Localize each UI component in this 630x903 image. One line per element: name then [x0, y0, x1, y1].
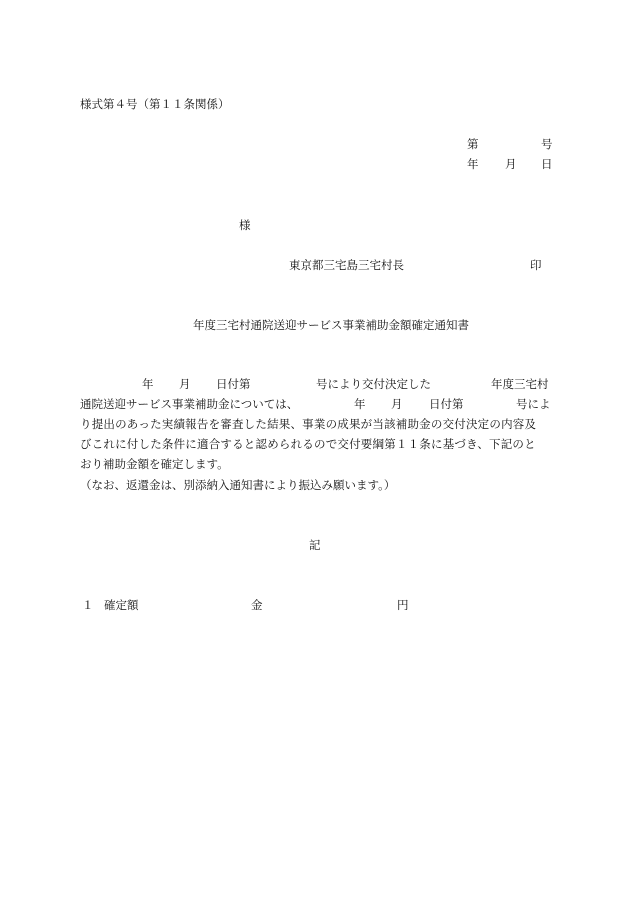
seal-mark: 印 — [530, 258, 542, 272]
item-amount-prefix: 金 — [251, 598, 263, 612]
body-line-4 — [80, 437, 552, 457]
body-line-1 — [80, 377, 552, 397]
issuer-name: 東京都三宅島三宅村長 — [289, 258, 404, 272]
body-line-1-fiscal-year: 年度三宅村 — [491, 377, 549, 391]
date-month: 月 — [505, 157, 517, 171]
document-number-prefix: 第 — [467, 137, 479, 151]
body-line-2-year: 年 — [354, 397, 366, 411]
body-line-2-date-no: 日付第 — [429, 397, 464, 411]
body-line-2-text: 通院送迎サービス事業補助金については、 — [80, 397, 299, 411]
body-line-2 — [80, 397, 552, 417]
item-number: １ — [82, 598, 94, 612]
body-line-5-text: おり補助金額を確定します。 — [80, 457, 229, 471]
document-title: 年度三宅村通院送迎サービス事業補助金額確定通知書 — [193, 318, 469, 332]
item-label: 確定額 — [104, 598, 139, 612]
body-line-1-month: 月 — [179, 377, 191, 391]
body-line-2-number: 号によ — [516, 397, 551, 411]
body-line-5 — [80, 457, 552, 477]
date-year: 年 — [467, 157, 479, 171]
item-amount-unit: 円 — [397, 598, 409, 612]
addressee-honorific: 様 — [239, 218, 251, 232]
form-number: 様式第４号（第１１条関係） — [80, 97, 230, 111]
refund-note: （なお、返還金は、別添納入通知書により振込み願います。） — [80, 478, 396, 492]
date-day: 日 — [541, 157, 553, 171]
body-line-1-year: 年 — [142, 377, 154, 391]
body-line-4-text: びこれに付した条件に適合すると認められるので交付要綱第１１条に基づき、下記のと — [80, 437, 536, 451]
document-number-suffix: 号 — [541, 137, 553, 151]
body-text — [80, 377, 552, 477]
body-line-1-decision: 号により交付決定した — [316, 377, 431, 391]
body-line-3 — [80, 417, 552, 437]
body-line-2-month: 月 — [391, 397, 403, 411]
ki-heading: 記 — [309, 538, 321, 552]
body-line-1-date-no: 日付第 — [216, 377, 251, 391]
body-line-3-text: り提出のあった実績報告を審査した結果、事業の成果が当該補助金の交付決定の内容及 — [80, 417, 537, 431]
